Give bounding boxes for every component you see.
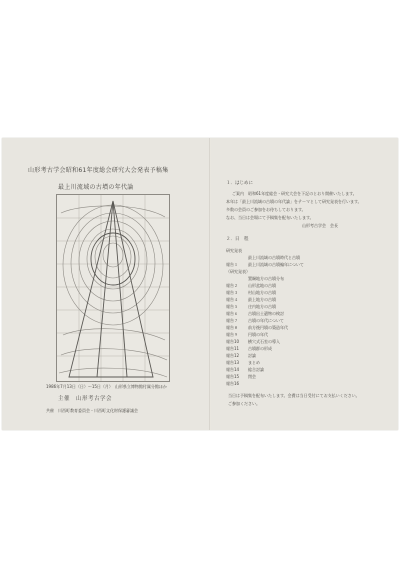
program-row: 報告６ 古墳出土遺物の検討 (226, 311, 284, 316)
notice-signature: 山形考古学会 会長 (302, 223, 338, 228)
closing-note: ご参加ください。 (228, 401, 260, 406)
notice-line: なお、当日は会場にて予稿集を配布いたします。 (226, 215, 314, 220)
program-row: 置賜地方の古墳分布 (248, 276, 284, 281)
program-row: 報告13 まとめ (226, 360, 260, 365)
notice-line: 本年は「最上川流域の古墳の年代論」をテーマとして研究発表を行います。 (226, 199, 362, 204)
program-row: 報告11 古墳群の形成 (226, 346, 272, 351)
meeting-date: 1986年7月13日（日）～15日（月） 山形県立博物館付属分館ほか (46, 384, 167, 389)
program-row: 報告16 (226, 381, 240, 386)
program-row: 報告15 閉会 (226, 374, 256, 379)
host-organization: 主催 山形考古学会 (58, 396, 113, 402)
section-intro-heading: １．はじめに (226, 181, 253, 186)
program-row: 報告14 総合討論 (226, 367, 264, 372)
program-row: 報告10 横穴式石室の導入 (226, 339, 280, 344)
program-row: 報告12 討論 (226, 353, 256, 358)
co-organizers: 共催 川西町教育委員会・川西町文化財保護審議会 (46, 408, 138, 413)
program-row: 報告５ 庄内地方の古墳 (226, 304, 276, 309)
tomb-plan-figure (56, 194, 170, 382)
section-program-heading: ２．日 程 (226, 237, 249, 242)
document-title: 最上川流域の古墳の年代論 (58, 184, 134, 191)
series-heading: 山形考古学会昭和61年度総会研究大会発表予稿集 (28, 167, 169, 174)
program-row: 最上川流域の古墳時代と古墳 (248, 255, 300, 260)
program-row: 報告２ 山形盆地の古墳 (226, 283, 276, 288)
tomb-contour-drawing (57, 195, 169, 381)
program-row: 報告４ 最上地方の古墳 (226, 297, 276, 302)
program-row: （研究発表） (226, 269, 250, 274)
notice-line: 多数の会員のご参加をお待ちしております。 (226, 207, 306, 212)
booklet-spread (2, 138, 398, 430)
program-row: 研究発表 (226, 248, 242, 253)
program-row: 報告１ 最上川流域の古墳編年について (226, 262, 304, 267)
program-row: 報告８ 前方後円墳の築造年代 (226, 325, 288, 330)
closing-note: 当日は予稿集を配布いたします。会費は当日受付にてお支払いください。 (228, 393, 360, 398)
center-fold (209, 138, 211, 430)
program-row: 報告９ 円墳の年代 (226, 332, 268, 337)
notice-line: ご案内 昭和61年度総会・研究大会を下記のとおり開催いたします。 (232, 191, 357, 196)
program-row: 報告３ 村山地方の古墳 (226, 290, 276, 295)
program-row: 報告７ 古墳の年代について (226, 318, 284, 323)
